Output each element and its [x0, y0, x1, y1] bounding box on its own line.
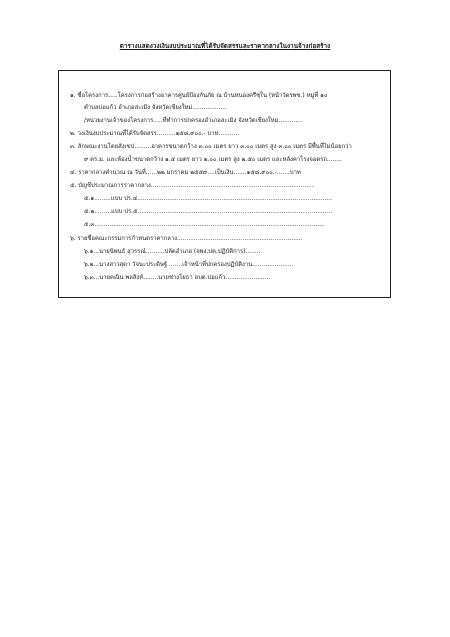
item-6-3-member: ๖.๓...นายคณิน พลสิงห์........นายช่างโยธา อบต.บ่อแก้ว........................ — [84, 275, 271, 281]
item-6-1-member: ๖.๑...นายนิพนธ์ สุวรรณ์..........ปลัดอำเภอ (จพง.ปค.ปฏิบัติการ)........ — [84, 249, 261, 255]
item-1-location: ตำบลบ่อแก้ว อำเภอสะเมิง จังหวัดเชียงใหม่.................. — [84, 105, 227, 111]
item-1-project-name: ๑. ชื่อโครงการ.....โครงการก่อสร้างอาคารศูนย์ป้องกันภัย ณ บ้านหนองครึซุใน (หน้าวัดรพช.) หมู่ที่ ๑๐ — [70, 93, 328, 99]
item-6-committee: ๖. รายชื่อคณะกรรมการกำหนดราคากลาง................................................................... — [70, 236, 303, 242]
item-1-owner-agency: /หน่วยงานเจ้าของโครงการ.....ที่ทำการปกครองอำเภอสะเมิง จังหวัดเชียงใหม่............. — [84, 118, 303, 124]
item-5-2-form: ๕.๒.........แบบ ปร.๕........................................................................................................ — [84, 209, 333, 215]
item-5-3: ๕.๓........................................................................................................................... — [84, 222, 325, 228]
document-title: ตารางแสดงวงเงินงบประมาณที่ได้รับจัดสรรและราคากลางในงานจ้างก่อสร้าง — [119, 43, 331, 50]
item-2-budget: ๒. วงเงินงบประมาณที่ได้รับจัดสรร..........๑๕๘,๙๐๐.- บาท........... — [70, 131, 240, 137]
item-3-description: ๓. ลักษณะงานโดยสังเขป.........อาคารขนาดกว้าง ๓.๐๐ เมตร ยาว ๓.๐๐ เมตร สูง ๓.๐๐ เมตร มีพื้นที่ไม่น้อยกว่า — [70, 144, 352, 150]
item-5-price-list: ๕. บัญชีประมาณการราคากลาง....................................................................................... — [70, 183, 314, 189]
item-4-median-price: ๔. ราคากลางคำนวณ ณ วันที่......๒๒ มกราคม ๒๕๕๙....เป็นเงิน.......๑๕๘,๙๐๐.-.......บาท — [70, 170, 301, 176]
item-3-description-cont: ๙ ตร.ม. และห้องน้ำขนาดกว้าง ๑.๕ เมตร ยาว ๒.๐๐ เมตร สูง ๒.๕๐ เมตร และหลังคาโรงจอดรถ........ — [84, 157, 342, 163]
item-6-2-member: ๖.๒...นางสาวสุดา วัจนะประดิษฐ์ .......เจ้าหน้าที่ปกครองปฏิบัติงาน...................... — [84, 262, 294, 268]
item-5-1-form: ๕.๑.........แบบ ปร.๔........................................................................................................ — [84, 196, 333, 202]
